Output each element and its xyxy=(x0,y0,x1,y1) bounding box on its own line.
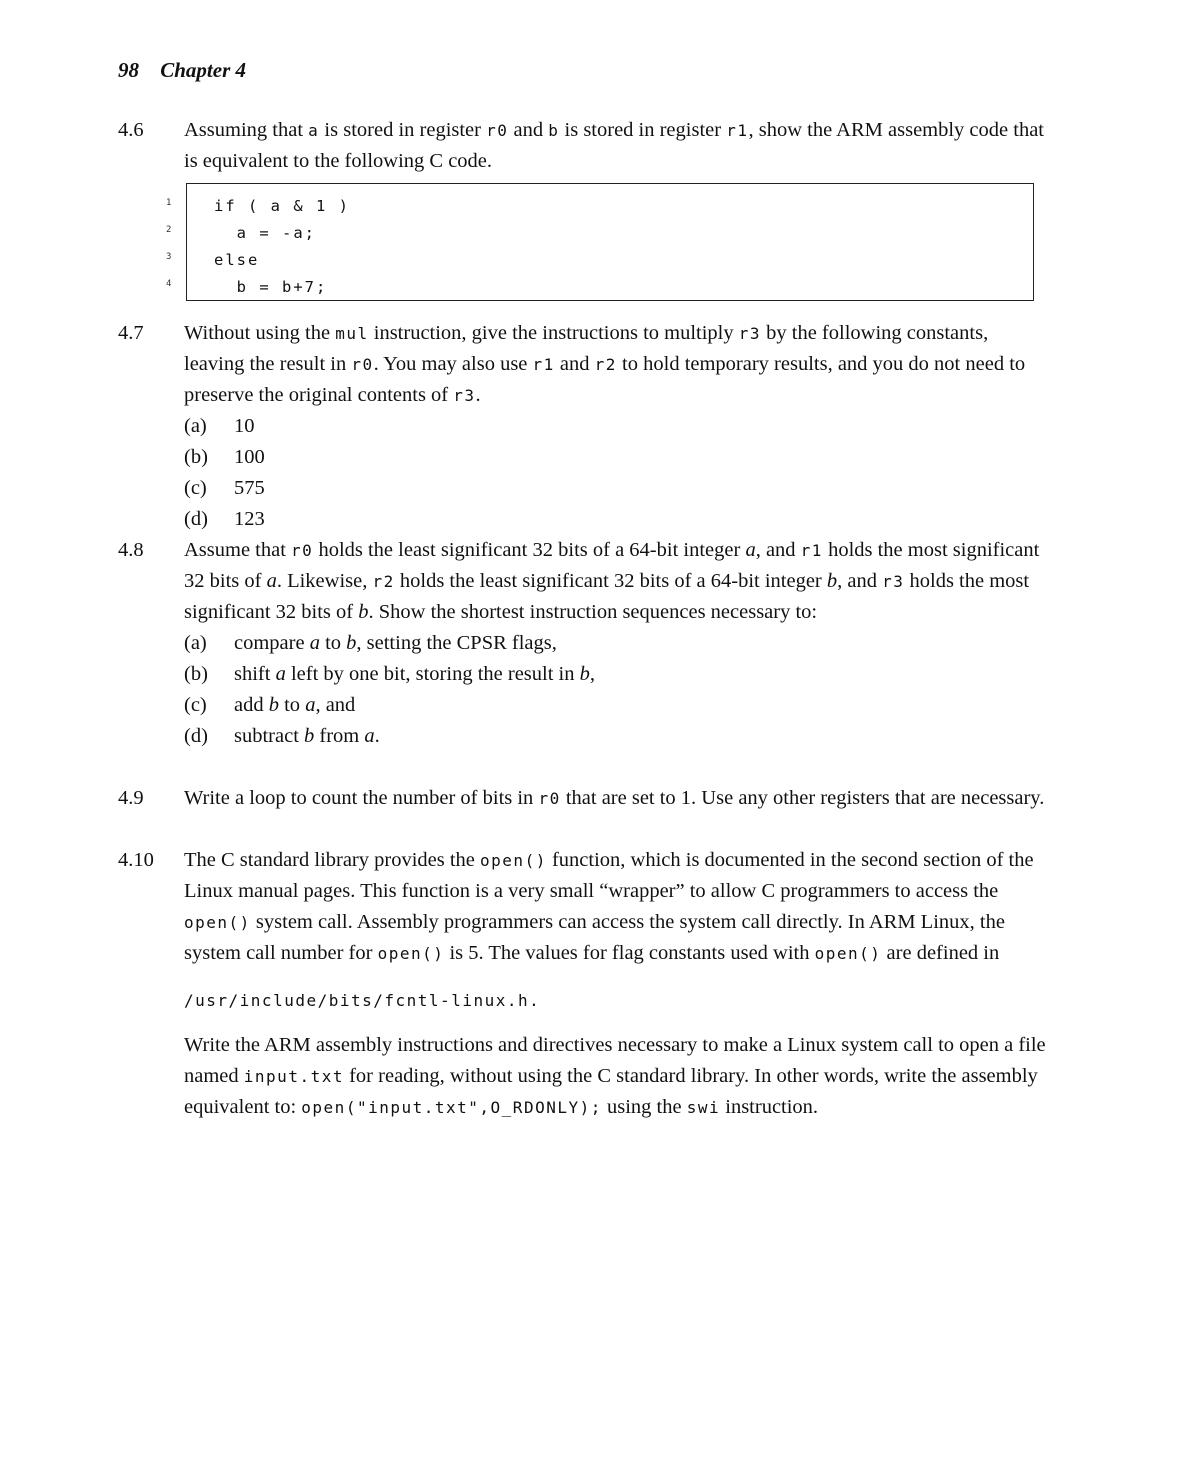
register: r1 xyxy=(800,541,823,560)
list-item xyxy=(184,504,1048,535)
text: is stored in register xyxy=(559,119,727,141)
register: r3 xyxy=(738,324,762,343)
exercise-text xyxy=(184,535,1048,752)
item-text xyxy=(234,628,557,659)
text: Assume that xyxy=(184,539,292,561)
text: . xyxy=(475,384,481,406)
item-label: (b) xyxy=(184,446,208,468)
text: that are set to 1. Use any other registers that are necessary. xyxy=(560,787,1045,809)
exercise-4-10 xyxy=(118,845,1048,1123)
file-path: /usr/include/bits/fcntl-linux.h. xyxy=(184,991,541,1010)
text: holds the most significant 32 bits of xyxy=(184,570,1030,623)
exercise-text xyxy=(184,318,1048,535)
text: compare xyxy=(234,632,310,654)
text: shift xyxy=(234,663,276,685)
item-text xyxy=(234,721,380,752)
item-text: 10 xyxy=(234,415,255,437)
list-item xyxy=(184,659,1048,690)
filename: input.txt xyxy=(243,1067,344,1086)
register: r2 xyxy=(594,355,617,374)
item-label: (c) xyxy=(184,694,207,716)
item-label: (c) xyxy=(184,477,207,499)
line-number: 3 xyxy=(166,252,172,262)
register: r3 xyxy=(882,572,905,591)
text: . You may also use xyxy=(373,353,533,375)
code-line: a = -a; xyxy=(214,223,316,242)
text: instruction, give the instructions to multiply xyxy=(368,322,739,344)
text: instruction. xyxy=(720,1096,819,1118)
list-item xyxy=(184,628,1048,659)
text: Write the ARM assembly instructions and directives necessary to make a Linux system call to open a file named xyxy=(184,1034,1046,1087)
line-number: 1 xyxy=(166,198,172,208)
item-text xyxy=(234,690,355,721)
register: r1 xyxy=(532,355,555,374)
page-number: 98 xyxy=(118,58,139,82)
code-line: if ( a & 1 ) xyxy=(214,196,350,215)
item-label: (d) xyxy=(184,725,208,747)
exercise-number: 4.6 xyxy=(118,119,144,141)
exercise-number: 4.8 xyxy=(118,539,144,561)
register: r0 xyxy=(486,121,509,140)
item-label: (b) xyxy=(184,663,208,685)
code-snippet: open("input.txt",O_RDONLY); xyxy=(301,1098,602,1117)
math-var: b xyxy=(268,694,279,716)
list-item xyxy=(184,721,1048,752)
text: . Show the shortest instruction sequences necessary to: xyxy=(368,601,818,623)
text: holds the least significant 32 bits of a 64-bit integer xyxy=(394,570,827,592)
instruction: swi xyxy=(686,1098,721,1117)
math-var: a xyxy=(275,663,286,685)
exercise-text xyxy=(184,115,1048,177)
text: Assuming that xyxy=(184,119,309,141)
exercise-text xyxy=(184,845,1048,1123)
function-name: open() xyxy=(184,913,251,932)
text: to xyxy=(319,632,347,654)
register: r3 xyxy=(453,386,476,405)
exercise-4-6 xyxy=(118,115,1048,177)
text: subtract xyxy=(234,725,305,747)
text: Write a loop to count the number of bits in xyxy=(184,787,539,809)
exercise-4-9 xyxy=(118,783,1048,814)
register: r1 xyxy=(726,121,749,140)
text: holds the most significant 32 bits of xyxy=(184,539,1040,592)
item-label: (a) xyxy=(184,415,207,437)
exercise-number: 4.10 xyxy=(118,849,154,871)
text: function, which is documented in the second section of the Linux manual pages. This function is a very small “wrapper” to allow C programmers to access the xyxy=(184,849,1034,902)
math-var: a xyxy=(266,570,277,592)
chapter-title: Chapter 4 xyxy=(160,58,247,82)
text: . xyxy=(374,725,380,747)
text: by the following constants, leaving the result in xyxy=(184,322,989,375)
list-item xyxy=(184,442,1048,473)
instruction: mul xyxy=(335,324,369,343)
line-number: 4 xyxy=(166,279,172,289)
text: , and xyxy=(837,570,883,592)
item-label: (d) xyxy=(184,508,208,530)
exercise-text xyxy=(184,783,1048,814)
text: left by one bit, storing the result in xyxy=(285,663,580,685)
code-var: a xyxy=(308,121,320,140)
math-var: a xyxy=(305,694,316,716)
register: r2 xyxy=(372,572,395,591)
list-item xyxy=(184,411,1048,442)
item-label: (a) xyxy=(184,632,207,654)
text: is stored in register xyxy=(319,119,487,141)
register: r0 xyxy=(538,789,561,808)
code-var: b xyxy=(548,121,560,140)
list-item xyxy=(184,690,1048,721)
math-var: a xyxy=(364,725,375,747)
math-var: b xyxy=(358,601,369,623)
register: r0 xyxy=(351,355,374,374)
item-text: 123 xyxy=(234,508,265,530)
exercise-question xyxy=(184,1030,1048,1123)
line-number: 2 xyxy=(166,225,172,235)
exercise-number: 4.9 xyxy=(118,787,144,809)
text: , xyxy=(589,663,595,685)
math-var: b xyxy=(826,570,838,592)
text: are defined in xyxy=(881,942,1000,964)
function-name: open() xyxy=(377,944,445,963)
function-name: open() xyxy=(814,944,882,963)
text: to hold temporary results, and you do not need to preserve the original contents of xyxy=(184,353,1026,406)
text: and xyxy=(508,119,549,141)
text: add xyxy=(234,694,269,716)
text: and xyxy=(554,353,595,375)
text: , setting the CPSR flags, xyxy=(356,632,557,654)
code-line: else xyxy=(214,250,260,269)
text: from xyxy=(314,725,365,747)
text: to xyxy=(278,694,306,716)
text: , and xyxy=(315,694,356,716)
math-var: a xyxy=(745,539,756,561)
item-text: 100 xyxy=(234,446,265,468)
running-header xyxy=(118,58,246,83)
item-text xyxy=(234,659,595,690)
register: r0 xyxy=(291,541,314,560)
exercise-4-8 xyxy=(118,535,1048,752)
text: , and xyxy=(755,539,801,561)
text: for reading, without using the C standard library. In other words, write the assembly equivalent to: xyxy=(184,1065,1038,1118)
text: using the xyxy=(601,1096,687,1118)
math-var: b xyxy=(304,725,315,747)
code-line: b = b+7; xyxy=(214,277,328,296)
math-var: a xyxy=(309,632,320,654)
item-text: 575 xyxy=(234,477,265,499)
math-var: b xyxy=(346,632,357,654)
function-name: open() xyxy=(480,851,547,870)
exercise-4-7 xyxy=(118,318,1048,535)
list-item xyxy=(184,473,1048,504)
text: . Likewise, xyxy=(276,570,373,592)
text: system call. Assembly programmers can access the system call directly. In ARM Linux, the system call number for xyxy=(184,911,1005,964)
math-var: b xyxy=(579,663,590,685)
exercise-number: 4.7 xyxy=(118,322,144,344)
text: Without using the xyxy=(184,322,336,344)
text: is 5. The values for flag constants used with xyxy=(444,942,815,964)
text: holds the least significant 32 bits of a 64-bit integer xyxy=(313,539,746,561)
text: , show the ARM assembly code that is equivalent to the following C code. xyxy=(184,119,1044,172)
text: The C standard library provides the xyxy=(184,849,481,871)
